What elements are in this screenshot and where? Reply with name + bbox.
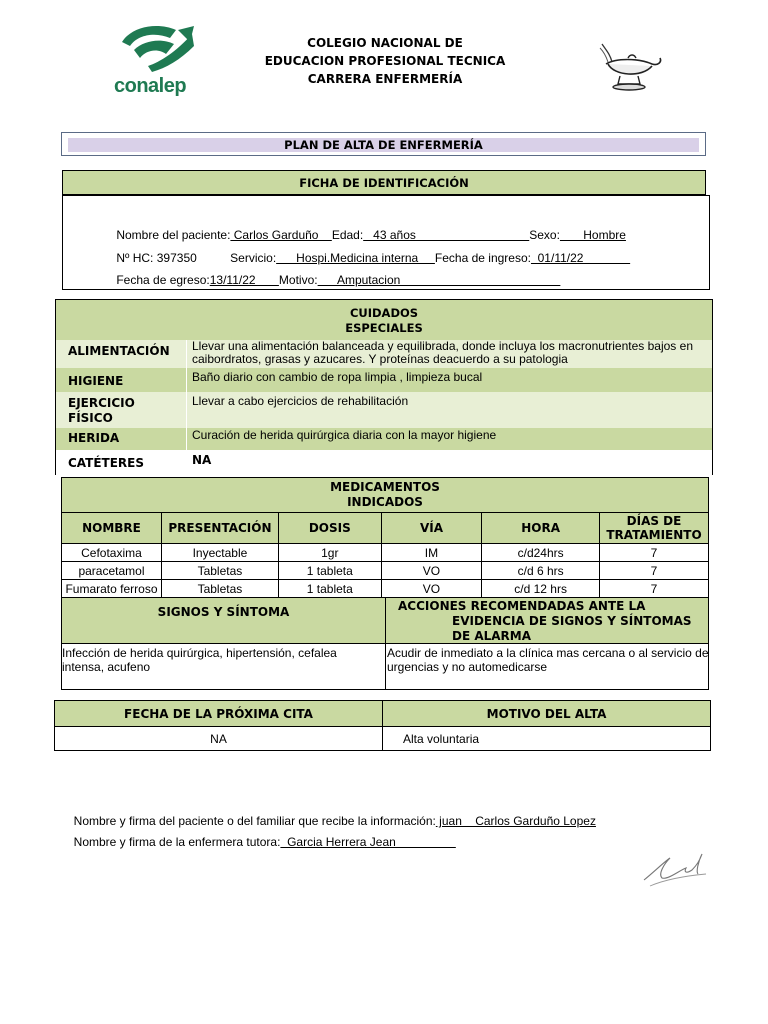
- conalep-logo: [114, 22, 198, 97]
- cuidados-text-herida: Curación de herida quirúrgica diaria con la mayor higiene: [192, 428, 497, 442]
- header-line-1: COLEGIO NACIONAL DE: [307, 36, 463, 50]
- cuidados-label-herida: HERIDA: [68, 431, 120, 445]
- acciones-text: Acudir de inmediato a la clínica mas cercana o al servicio de urgencias y no automedicarse: [387, 646, 709, 674]
- cuidados-box: [55, 299, 713, 475]
- motivo-value: Amputacion: [317, 273, 561, 287]
- signos-text: Infección de herida quirúrgica, hipertensión, cefalea intensa, acufeno: [62, 646, 337, 674]
- table-cell: 1 tableta: [278, 580, 381, 598]
- table-cell: 7: [599, 544, 708, 562]
- plan-title-box: [61, 132, 706, 156]
- edad-value: 43 años: [363, 228, 530, 242]
- sexo-label: Sexo:: [529, 228, 560, 242]
- medicamentos-title-1: MEDICAMENTOS: [330, 480, 440, 494]
- motivo-label: Motivo:: [278, 273, 318, 287]
- header-title: [230, 34, 540, 88]
- medicamentos-title: [62, 478, 709, 513]
- table-cell: VO: [381, 580, 482, 598]
- col-header-presentacion: PRESENTACIÓN: [161, 513, 278, 544]
- table-cell: c/d 12 hrs: [482, 580, 600, 598]
- col-header-via: VÍA: [381, 513, 482, 544]
- hc-label: Nº HC:: [116, 251, 154, 265]
- cuidados-title: [56, 300, 712, 340]
- edad-label: Edad:: [331, 228, 364, 242]
- egreso-value: 13/11/22: [209, 273, 279, 287]
- cita-motivo-title: MOTIVO DEL ALTA: [486, 707, 607, 721]
- table-cell: VO: [381, 562, 482, 580]
- signature-icon: [640, 850, 710, 890]
- header-line-2: EDUCACION PROFESIONAL TECNICA: [264, 54, 506, 68]
- ingreso-label: Fecha de ingreso:: [434, 251, 531, 265]
- medicamentos-table: [61, 477, 709, 598]
- cuidados-divider: [186, 340, 187, 450]
- signos-body-divider: [385, 644, 386, 689]
- cuidados-text-ejercicio: Llevar a cabo ejercicios de rehabilitación: [192, 394, 409, 408]
- table-cell: 7: [599, 580, 708, 598]
- firma-enfermera-label: Nombre y firma de la enfermera tutora:: [73, 835, 281, 849]
- cuidados-title-1: CUIDADOS: [349, 306, 419, 320]
- table-cell: 7: [599, 562, 708, 580]
- cuidados-label-higiene: HIGIENE: [68, 374, 124, 388]
- nombre-label: Nombre del paciente:: [116, 228, 231, 242]
- cuidados-label-ejercicio: EJERCICIO FÍSICO: [68, 396, 135, 425]
- medicamentos-title-2: INDICADOS: [347, 495, 423, 509]
- hc-value: 397350: [156, 251, 197, 265]
- acciones-title-3: DE ALARMA: [452, 629, 532, 643]
- cita-motivo-value: Alta voluntaria: [403, 732, 480, 746]
- header-line-3: CARRERA ENFERMERÍA: [307, 72, 463, 86]
- cuidados-text-higiene: Baño diario con cambio de ropa limpia , limpieza bucal: [192, 370, 483, 384]
- servicio-value: Hospi.Medicina interna: [276, 251, 435, 265]
- signos-divider: [385, 598, 386, 643]
- table-cell: IM: [381, 544, 482, 562]
- firma-paciente-label: Nombre y firma del paciente o del familiar que recibe la información:: [73, 814, 436, 828]
- conalep-logo-icon: [114, 22, 198, 72]
- table-cell: Tabletas: [161, 562, 278, 580]
- cita-divider: [382, 701, 383, 750]
- cuidados-label-alimentacion: ALIMENTACIÓN: [68, 344, 170, 358]
- cuidados-text-cateteres: NA: [192, 453, 212, 467]
- cita-fecha-value: NA: [210, 732, 227, 746]
- cuidados-text-alimentacion: Llevar una alimentación balanceada y equilibrada, donde incluya los macronutrientes bajos en caibordratos, grasas y azucares. Y proteínas deacuerdo a su patologia: [192, 339, 693, 366]
- egreso-label: Fecha de egreso:: [116, 273, 210, 287]
- cuidados-title-2: ESPECIALES: [345, 321, 423, 335]
- cita-box: [54, 700, 711, 751]
- firma-enfermera-value: Garcia Herrera Jean: [280, 835, 456, 849]
- plan-title: PLAN DE ALTA DE ENFERMERÍA: [68, 138, 699, 152]
- signos-body: [61, 644, 709, 690]
- col-header-hora: HORA: [482, 513, 600, 544]
- servicio-label: Servicio:: [230, 251, 277, 265]
- acciones-title: [398, 599, 698, 644]
- table-cell: 1gr: [278, 544, 381, 562]
- sexo-value: Hombre: [559, 228, 626, 242]
- conalep-logo-text: conalep: [114, 75, 187, 97]
- col-header-nombre: NOMBRE: [62, 513, 162, 544]
- col-header-dosis: DOSIS: [278, 513, 381, 544]
- table-row: [62, 562, 709, 580]
- ficha-title: FICHA DE IDENTIFICACIÓN: [62, 170, 706, 195]
- table-cell: c/d 6 hrs: [482, 562, 600, 580]
- table-cell: Tabletas: [161, 580, 278, 598]
- acciones-title-2: EVIDENCIA DE SIGNOS Y SÍNTOMAS: [452, 614, 692, 628]
- firma-enfermera: [67, 821, 456, 849]
- cita-fecha-title: FECHA DE LA PRÓXIMA CITA: [124, 707, 313, 721]
- nursing-lamp-icon: [596, 40, 664, 94]
- ingreso-value: 01/11/22: [530, 251, 631, 265]
- table-cell: 1 tableta: [278, 562, 381, 580]
- firma-paciente-value: juan Carlos Garduño Lopez: [435, 814, 596, 828]
- table-cell: Cefotaxima: [62, 544, 162, 562]
- col-header-dias: DÍAS DE TRATAMIENTO: [599, 513, 708, 544]
- table-row: [62, 544, 709, 562]
- nombre-value: Carlos Garduño: [230, 228, 332, 242]
- table-row: [62, 580, 709, 598]
- cuidados-label-cateteres: CATÉTERES: [68, 456, 145, 470]
- table-cell: Fumarato ferroso: [62, 580, 162, 598]
- acciones-title-1: ACCIONES RECOMENDADAS ANTE LA: [398, 599, 646, 613]
- signos-header: [61, 597, 709, 644]
- table-cell: Inyectable: [161, 544, 278, 562]
- signos-title: SIGNOS Y SÍNTOMA: [157, 605, 290, 619]
- table-cell: c/d24hrs: [482, 544, 600, 562]
- table-cell: paracetamol: [62, 562, 162, 580]
- ficha-box: [62, 195, 710, 290]
- ficha-row-3: [103, 259, 560, 301]
